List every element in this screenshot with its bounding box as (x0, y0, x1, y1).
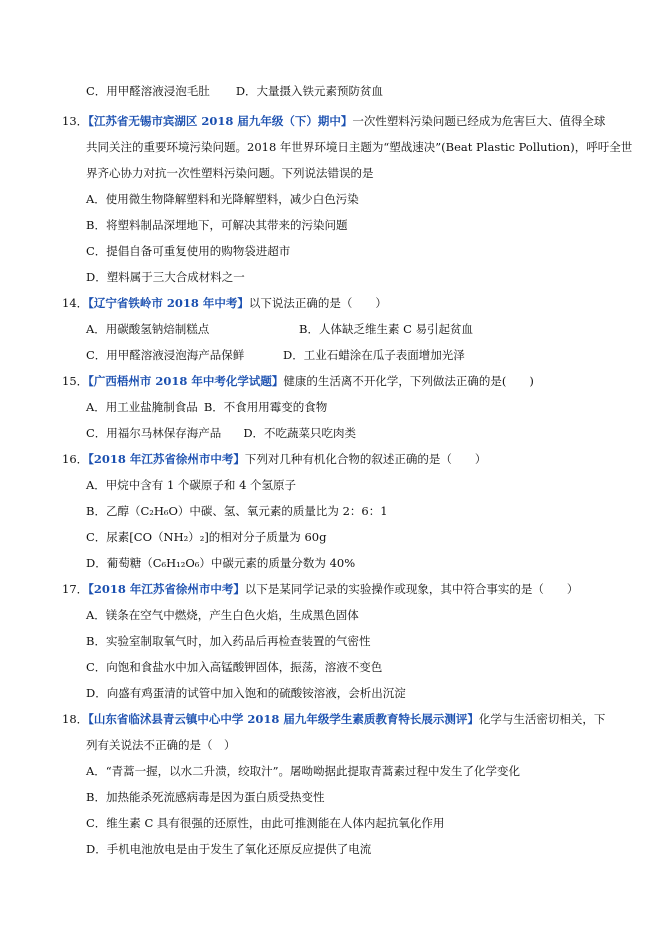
q12-options-cd (86, 83, 383, 99)
q18-stem-line1 (62, 711, 605, 727)
q17-option-d: D．向盛有鸡蛋清的试管中加入饱和的硫酸铵溶液，会析出沉淀 (86, 686, 406, 700)
q15-options-cd (86, 425, 356, 441)
q15-option-c: C．用福尔马林保存海产品 (86, 426, 222, 440)
q16-option-a: A．甲烷中含有 1 个碳原子和 4 个氢原子 (86, 478, 297, 492)
q18-option-a: A．“青蒿一握，以水二升溃，绞取汁”。屠呦呦据此提取青蒿素过程中发生了化学变化 (86, 764, 521, 778)
q14-option-c: C．用甲醛溶液浸泡海产品保鲜 (86, 348, 245, 362)
q18-option-b: B．加热能杀死流感病毒是因为蛋白质受热变性 (86, 790, 325, 804)
q17-source: 【2018 年江苏省徐州市中考】 (88, 582, 245, 596)
q16-option-c: C．尿素[CO（NH₂）₂]的相对分子质量为 60g (86, 530, 327, 544)
q16-stem-line (62, 451, 486, 467)
q17-option-c: C．向饱和食盐水中加入高锰酸钾固体，振荡，溶液不变色 (86, 660, 383, 674)
q13-stem-line1 (62, 113, 605, 129)
q17-number: 17． (62, 582, 89, 596)
q17-option-a: A．镁条在空气中燃烧，产生白色火焰，生成黑色固体 (86, 608, 359, 622)
q13-option-c: C．提倡自备可重复使用的购物袋进超市 (86, 244, 291, 258)
q18-number: 18． (62, 712, 89, 726)
q14-option-a: A．用碳酸氢钠焙制糕点 (86, 322, 210, 336)
q13-option-d: D．塑料属于三大合成材料之一 (86, 270, 245, 284)
q13-stem-3: 界齐心协力对抗一次性塑料污染问题。下列说法错误的是 (86, 166, 374, 180)
q12-option-c: C．用甲醛溶液浸泡毛肚 (86, 84, 210, 98)
q15-option-b: B．不食用用霉变的食物 (203, 400, 328, 414)
q15-source: 【广西梧州市 2018 年中考化学试题】 (88, 374, 284, 388)
q16-option-d: D．葡萄糖（C₆H₁₂O₆）中碳元素的质量分数为 40% (86, 556, 356, 570)
q16-source: 【2018 年江苏省徐州市中考】 (88, 452, 245, 466)
q12-option-d: D．大量摄入铁元素预防贫血 (235, 84, 384, 98)
q18-stem-2: 列有关说法不正确的是（ ） (86, 738, 236, 752)
q15-stem: 健康的生活离不开化学，下列做法正确的是( ) (283, 374, 534, 388)
q15-number: 15． (62, 374, 89, 388)
q13-source: 【江苏省无锡市宾湖区 2018 届九年级（下）期中】 (88, 114, 353, 128)
q18-stem-1: 化学与生活密切相关，下 (478, 712, 606, 726)
q17-stem-line (62, 581, 578, 597)
q16-option-b: B．乙醇（C₂H₆O）中碳、氢、氧元素的质量比为 2：6：1 (86, 504, 388, 518)
q14-stem: 以下说法正确的是（ ） (248, 296, 387, 310)
q14-option-b: B．人体缺乏维生素 C 易引起贫血 (299, 322, 474, 336)
q14-number: 14． (62, 296, 89, 310)
q14-stem-line (62, 295, 387, 311)
q15-stem-line (62, 373, 534, 389)
q13-option-b: B．将塑料制品深埋地下，可解决其带来的污染问题 (86, 218, 348, 232)
q18-source: 【山东省临沭县青云镇中心中学 2018 届九年级学生素质教育特长展示测评】 (88, 712, 479, 726)
q15-option-a: A．用工业盐腌制食品 (86, 400, 198, 414)
q16-stem: 下列对几种有机化合物的叙述正确的是（ ） (244, 452, 487, 466)
q16-number: 16． (62, 452, 89, 466)
q13-number: 13． (62, 114, 89, 128)
q17-stem: 以下是某同学记录的实验操作或现象，其中符合事实的是（ ） (244, 582, 579, 596)
q13-stem-1: 一次性塑料污染问题已经成为危害巨大、值得全球 (352, 114, 606, 128)
q13-stem-2: 共同关注的重要环境污染问题。2018 年世界环境日主题为“塑战速决”(Beat Plastic Pollution)，呼吁全世 (86, 140, 633, 154)
q13-option-a: A．使用微生物降解塑料和光降解塑料，减少白色污染 (86, 192, 359, 206)
q17-option-b: B．实验室制取氧气时，加入药品后再检查装置的气密性 (86, 634, 371, 648)
q14-option-d: D．工业石蜡涂在瓜子表面增加光泽 (283, 348, 465, 362)
q18-option-d: D．手机电池放电是由于发生了氧化还原反应提供了电流 (86, 842, 372, 856)
q14-source: 【辽宁省铁岭市 2018 年中考】 (88, 296, 249, 310)
q15-option-d: D．不吃蔬菜只吃肉类 (243, 426, 357, 440)
q18-option-c: C．维生素 C 具有很强的还原性，由此可推测能在人体内起抗氧化作用 (86, 816, 445, 830)
q15-options-ab (86, 399, 327, 415)
